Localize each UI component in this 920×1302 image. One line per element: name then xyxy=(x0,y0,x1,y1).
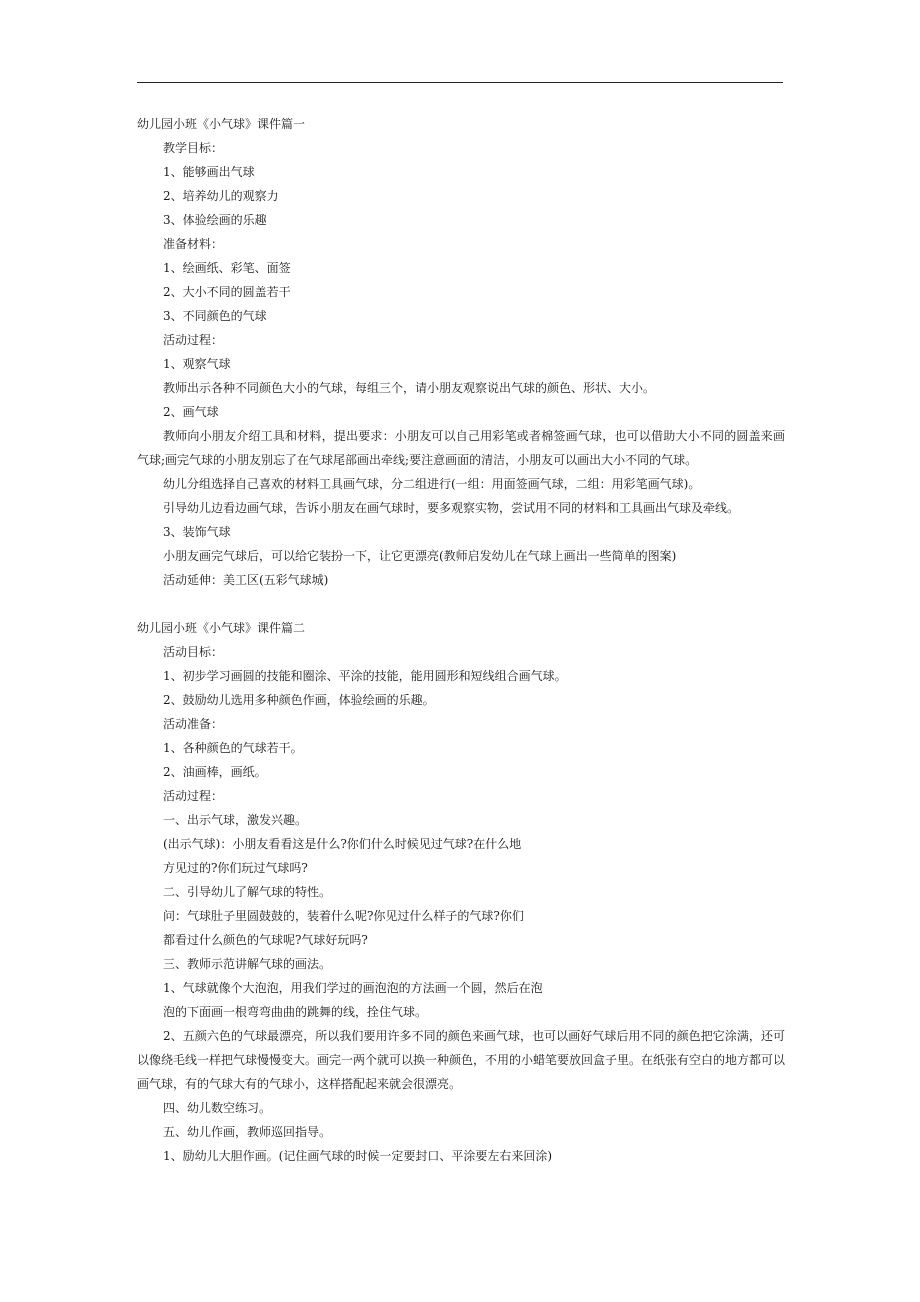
text-line: 幼儿分组选择自己喜欢的材料工具画气球，分二组进行(一组：用面签画气球，二组：用彩笔画气球)。 xyxy=(163,477,701,491)
text-line: 都看过什么颜色的气球呢?气球好玩吗? xyxy=(163,933,368,947)
text-line: 2、培养幼儿的观察力 xyxy=(163,189,279,203)
text-line: 活动准备： xyxy=(163,717,224,731)
text-line: 活动目标： xyxy=(163,645,224,659)
text-line: 2、鼓励幼儿选用多种颜色作画，体验绘画的乐趣。 xyxy=(163,693,435,707)
text-line: 准备材料： xyxy=(163,237,224,251)
text-line: 2、大小不同的圆盖若干 xyxy=(163,285,291,299)
text-line: 四、幼儿数空练习。 xyxy=(163,1101,272,1115)
document-body xyxy=(137,112,785,1168)
text-line: (出示气球)：小朋友看看这是什么?你们什么时候见过气球?在什么地 xyxy=(163,837,522,851)
text-line: 教学目标： xyxy=(163,141,224,155)
text-line: 3、体验绘画的乐趣 xyxy=(163,213,267,227)
text-line: 1、气球就像个大泡泡，用我们学过的画泡泡的方法画一个圆，然后在泡 xyxy=(163,981,543,995)
text-line: 小朋友画完气球后，可以给它装扮一下，让它更漂亮(教师启发幼儿在气球上画出一些简单的图案) xyxy=(163,549,677,563)
text-line: 2、油画棒，画纸。 xyxy=(163,765,267,779)
text-line: 3、装饰气球 xyxy=(163,525,231,539)
text-line: 引导幼儿边看边画气球，告诉小朋友在画气球时，要多观察实物，尝试用不同的材料和工具画出气球及牵线。 xyxy=(163,501,740,515)
text-line: 1、初步学习画圆的技能和圈涂、平涂的技能，能用圆形和短线组合画气球。 xyxy=(163,669,567,683)
section-title: 幼儿园小班《小气球》课件篇一 xyxy=(137,117,306,131)
text-line: 教师出示各种不同颜色大小的气球，每组三个，请小朋友观察说出气球的颜色、形状、大小。 xyxy=(163,381,656,395)
text-line: 2、画气球 xyxy=(163,405,219,419)
text-line: 泡的下面画一根弯弯曲曲的跳舞的线，拴住气球。 xyxy=(163,1005,428,1019)
text-line: 活动过程： xyxy=(163,789,224,803)
text-line: 1、能够画出气球 xyxy=(163,165,255,179)
section-title: 幼儿园小班《小气球》课件篇二 xyxy=(137,621,306,635)
text-line: 1、励幼儿大胆作画。(记住画气球的时候一定要封口、平涂要左右来回涂) xyxy=(163,1149,553,1163)
text-line: 1、观察气球 xyxy=(163,357,231,371)
paragraph: 2、五颜六色的气球最漂亮，所以我们要用许多不同的颜色来画气球，也可以画好气球后用不同的颜色把它涂满，还可以像绕毛线一样把气球慢慢变大。画完一两个就可以换一种颜色，不用的小蜡笔要放回盒子里。在纸张有空白的地方都可以画气球，有的气球大有的气球小，这样搭配起来就会很漂亮。 xyxy=(137,1029,786,1091)
text-line: 三、教师示范讲解气球的画法。 xyxy=(163,957,332,971)
text-line: 二、引导幼儿了解气球的特性。 xyxy=(163,885,332,899)
section-two xyxy=(137,616,785,1168)
paragraph: 教师向小朋友介绍工具和材料，提出要求：小朋友可以自己用彩笔或者棉签画气球，也可以借助大小不同的圆盖来画气球;画完气球的小朋友别忘了在气球尾部画出牵线;要注意画面的清洁，小朋友可以画出大小不同的气球。 xyxy=(137,429,785,467)
header-rule xyxy=(137,82,783,83)
text-line: 活动过程： xyxy=(163,333,224,347)
text-line: 3、不同颜色的气球 xyxy=(163,309,267,323)
section-one xyxy=(137,112,785,592)
text-line: 问：气球肚子里圆鼓鼓的，装着什么呢?你见过什么样子的气球?你们 xyxy=(163,909,524,923)
text-line: 1、绘画纸、彩笔、面签 xyxy=(163,261,291,275)
text-line: 一、出示气球，激发兴趣。 xyxy=(163,813,308,827)
text-line: 活动延伸：美工区(五彩气球城) xyxy=(163,573,329,587)
text-line: 1、各种颜色的气球若干。 xyxy=(163,741,303,755)
text-line: 方见过的?你们玩过气球吗? xyxy=(163,861,308,875)
text-line: 五、幼儿作画，教师巡回指导。 xyxy=(163,1125,332,1139)
